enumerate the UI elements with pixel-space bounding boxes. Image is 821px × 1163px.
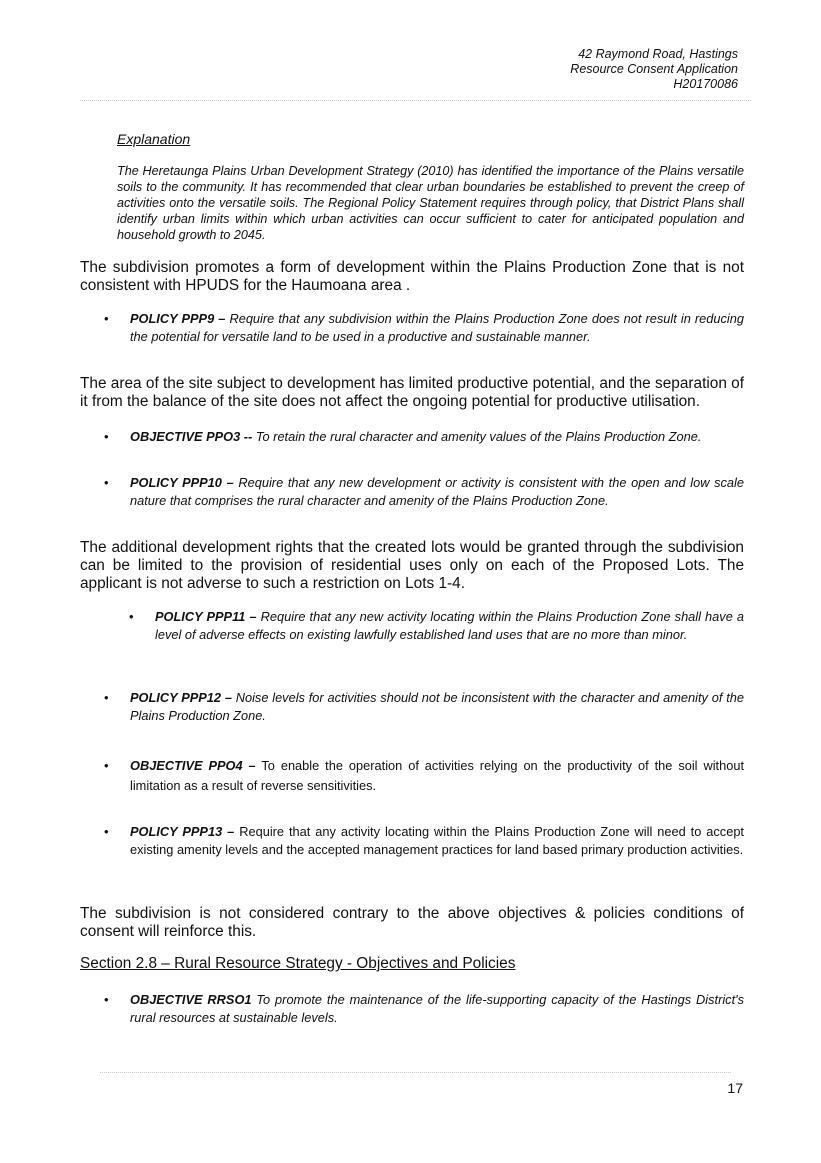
bullet-policy-ppp9	[104, 310, 745, 345]
paragraph-conclusion: The subdivision is not considered contrary to the above objectives & policies conditions of consent will reinforce this.	[80, 905, 744, 940]
paragraph-hpuds: The subdivision promotes a form of development within the Plains Production Zone that is not consistent with HPUDS for the Haumoana area .	[80, 259, 744, 294]
paragraph-productive-potential: The area of the site subject to development has limited productive potential, and the separation of it from the balance of the site does not affect the ongoing potential for productive utilisation.	[80, 375, 744, 410]
bullet-text: To retain the rural character and amenity values of the Plains Production Zone.	[252, 429, 702, 444]
bullet-text: Require that any new development or activity is consistent with the open and low scale nature that comprises the rural character and amenity of the Plains Production Zone.	[130, 475, 744, 508]
bullet-label: POLICY PPP13 –	[130, 824, 235, 839]
bullet-dot: •	[104, 758, 109, 773]
bullet-dot: •	[104, 992, 109, 1007]
bullet-dot: •	[104, 475, 109, 490]
bullet-label: OBJECTIVE PPO3 --	[130, 429, 253, 444]
section-heading: Section 2.8 – Rural Resource Strategy - Objectives and Policies	[80, 955, 516, 972]
header-title: Resource Consent Application	[570, 62, 738, 76]
header-reference: H20170086	[673, 77, 738, 91]
bullet-policy-ppp13	[104, 823, 744, 858]
page-number: 17	[727, 1080, 743, 1096]
bullet-text: Require that any subdivision within the Plains Production Zone does not result in reducing the potential for versatile land to be used in a productive and sustainable manner.	[130, 311, 745, 344]
header-address: 42 Raymond Road, Hastings	[578, 47, 738, 61]
paragraph-development-rights: The additional development rights that the created lots would be granted through the subdivision can be limited to the provision of residential uses only on each of the Proposed Lots. The applicant is not adverse to such a restriction on Lots 1-4.	[80, 539, 744, 592]
bullet-text: To promote the maintenance of the life-supporting capacity of the Hastings District's rural resources at sustainable levels.	[130, 992, 744, 1025]
bullet-text: Require that any new activity locating within the Plains Production Zone shall have a level of adverse effects on existing lawfully established land uses that are no more than minor.	[155, 609, 745, 642]
bullet-dot: •	[129, 609, 134, 624]
bullet-policy-ppp11	[129, 608, 745, 643]
bullet-label: OBJECTIVE RRSO1	[130, 992, 252, 1007]
scan-artifact-line	[80, 100, 751, 101]
explanation-heading: Explanation	[117, 131, 191, 147]
bullet-label: POLICY PPP12 –	[130, 690, 232, 705]
bullet-label: POLICY PPP11 –	[155, 609, 257, 624]
bullet-dot: •	[104, 311, 109, 326]
bullet-dot: •	[104, 690, 109, 705]
bullet-objective-ppo4	[104, 756, 744, 796]
bullet-text: Require that any activity locating within the Plains Production Zone will need to accept existing amenity levels and the accepted management practices for land based primary production activities.	[130, 824, 744, 857]
scan-artifact-line	[100, 1072, 731, 1073]
bullet-policy-ppp12	[104, 689, 744, 724]
document-header	[570, 47, 738, 92]
explanation-text: The Heretaunga Plains Urban Development Strategy (2010) has identified the importance of the Plains versatile soils to the community. It has recommended that clear urban boundaries be established to prevent the creep of activities onto the versatile soils. The Regional Policy Statement requires through policy, that District Plans shall identify urban limits within which urban activities can occur sufficient to cater for anticipated population and household growth to 2045.	[117, 164, 744, 242]
bullet-policy-ppp10	[104, 474, 744, 509]
bullet-text: Noise levels for activities should not be inconsistent with the character and amenity of the Plains Production Zone.	[130, 690, 744, 723]
bullet-text: To enable the operation of activities relying on the productivity of the soil without limitation as a result of reverse sensitivities.	[130, 758, 744, 793]
bullet-label: OBJECTIVE PPO4 –	[130, 758, 256, 773]
bullet-dot: •	[104, 824, 109, 839]
bullet-objective-ppo3	[104, 428, 744, 446]
bullet-objective-rrso1	[104, 991, 744, 1026]
bullet-dot: •	[104, 429, 109, 444]
bullet-label: POLICY PPP10 –	[130, 475, 234, 490]
bullet-label: POLICY PPP9 –	[130, 311, 226, 326]
